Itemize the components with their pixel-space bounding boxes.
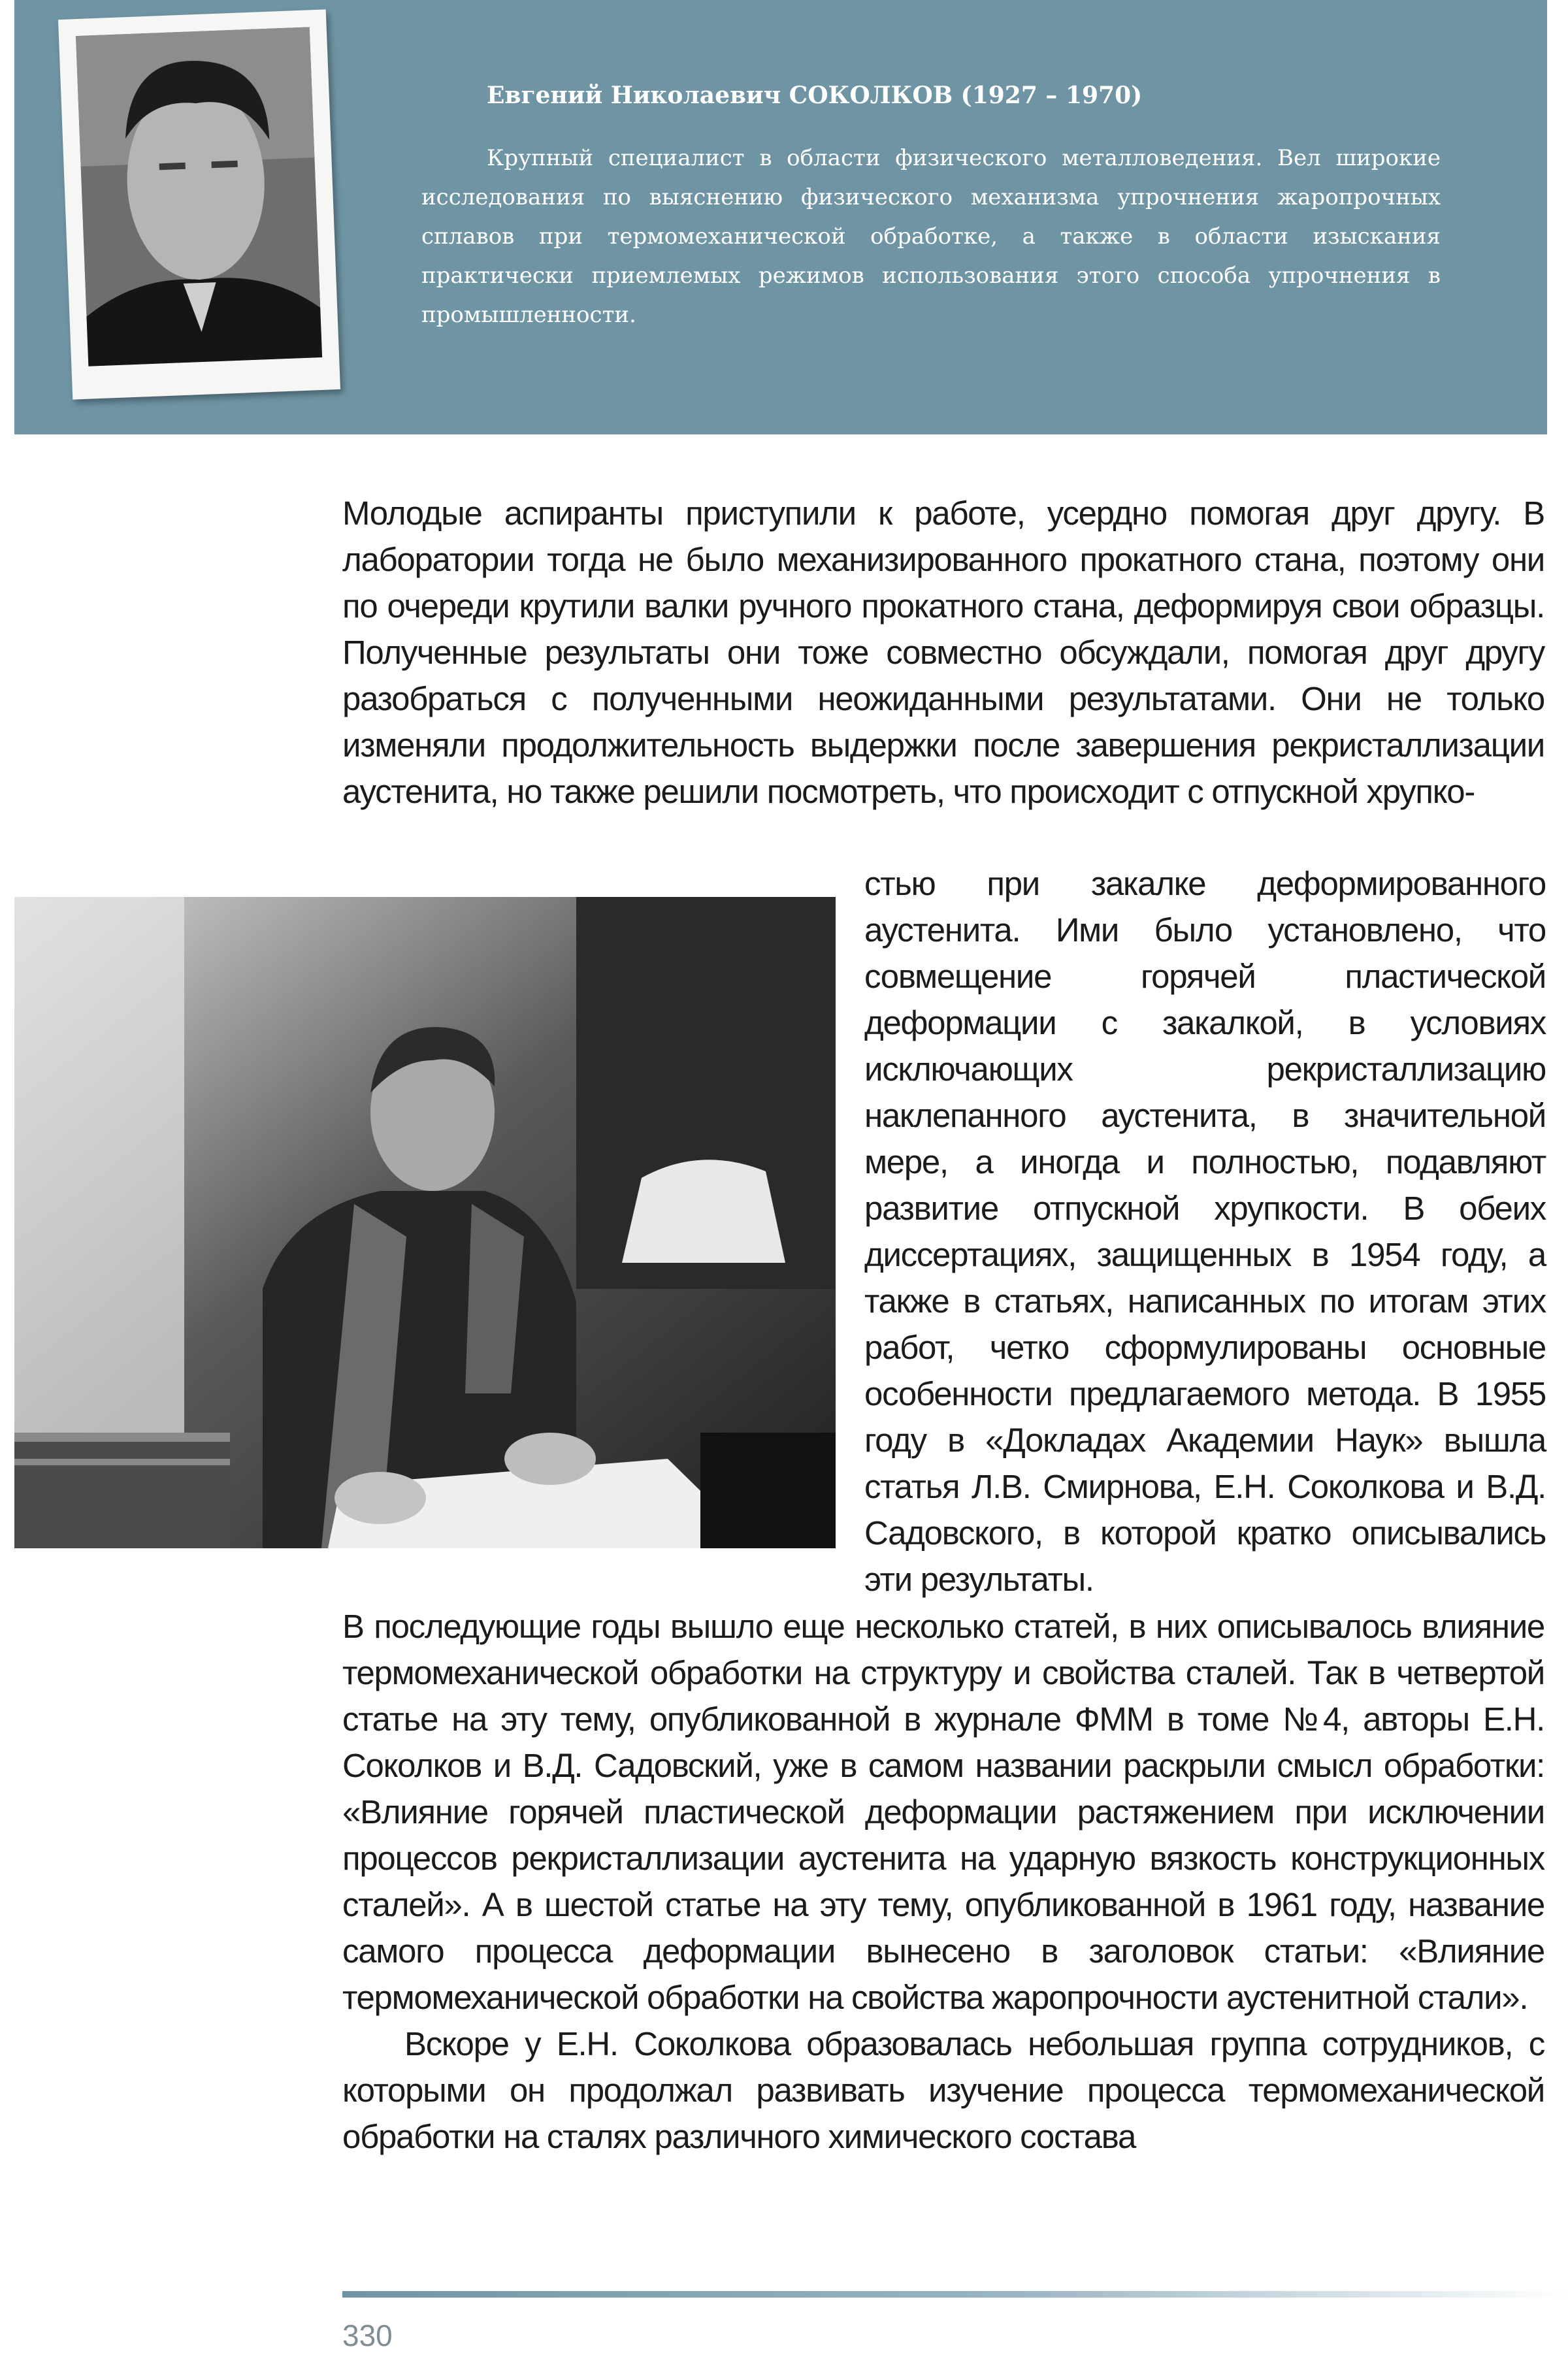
paragraph-group: Вскоре у Е.Н. Соколкова образовалась небольшая группа сотрудников, с которыми он продолжал развивать изучение процесса термомеханической обработки на сталях различного химического состава [342,2025,1544,2155]
portrait-image [76,27,322,366]
desk-photo [14,897,836,1548]
desk-photo-image [14,897,836,1548]
bio-sidebar [14,0,1547,434]
portrait-photo [76,27,322,366]
main-text-block-wrap: стью при закалке деформированного аустенита. Ими было установлено, что совмещение горячей пластической деформации с закалкой, в условиях исключающих рекристаллизацию наклепанного аустенита, в значительной мере, а иногда и полностью, подавляют развитие отпускной хрупкости. В обеих диссертациях, защищенных в 1954 году, а также в статьях, написанных по итогам этих работ, четко сформулированы основные особенности предлагаемого метода. В 1955 году в «Докладах Академии Наук» вышла статья Л.В. Смирнова, Е.Н. Соколкова и В.Д. Садовского, в которой кратко описывались эти результаты. [864,865,1546,1598]
portrait-photo-frame [58,9,340,399]
main-text-block-intro: Молодые аспиранты приступили к работе, усердно помогая друг другу. В лаборатории тогда не было механизированного прокатного стана, поэтому они по очереди крутили валки ручного прокатного стана, деформируя свои образцы. Полученные результаты они тоже совместно обсуждали, помогая друг другу разобраться с полученными неожиданными результатами. Они не только изменяли продолжительность выдержки после завершения рекристаллизации аустенита, но также решили посмотреть, что происходит с отпускной хрупко- [342,495,1544,810]
page-number: 330 [342,2318,393,2352]
main-text-block-continued [342,1603,1544,2160]
footer-rule [342,2291,1568,2298]
bio-name: Евгений Николаевич СОКОЛКОВ (1927 – 1970) [487,82,1143,109]
bio-text: Крупный специалист в области физического металловедения. Вел широкие исследования по выяснению физического механизма упрочнения жаропрочных сплавов при термомеханической обработке, а также в области изыскания практически приемлемых режимов использования этого способа упрочнения в промышленности. [421,145,1441,328]
paragraph-publications: В последующие годы вышло еще несколько статей, в них описывалось влияние термомеханической обработки на структуру и свойства сталей. Так в четвертой статье на эту тему, опубликованной в журнале ФММ в томе №4, авторы Е.Н. Соколков и В.Д. Садовский, уже в самом названии раскрыли смысл обработки: «Влияние горячей пластической деформации растяжением при исключении процессов рекристаллизации аустенита на ударную вязкость конструкционных сталей». А в шестой статье на эту тему, опубликованной в 1961 году, название самого процесса деформации вынесено в заголовок статьи: «Влияние термомеханической обработки на свойства жаропрочности аустенитной стали». [342,1608,1544,2016]
